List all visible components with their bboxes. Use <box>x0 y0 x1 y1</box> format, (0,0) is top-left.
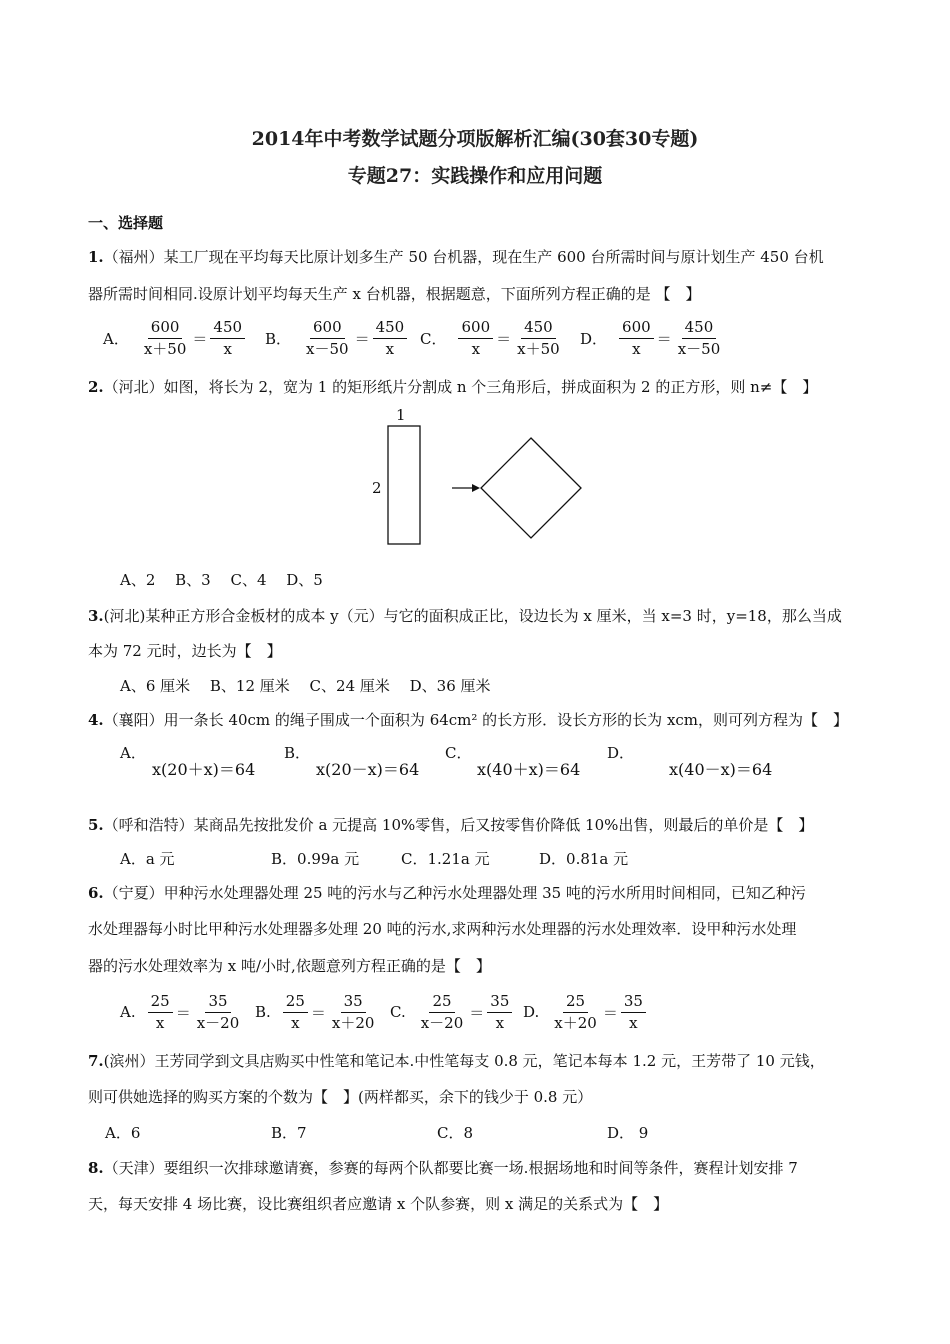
question-6-line-1: 6.（宁夏）甲种污水处理器处理 25 吨的污水与乙种污水处理器处理 35 吨的污水所用时间相同，已知乙种污 <box>88 884 806 902</box>
question-6-line-2: 水处理器每小时比甲种污水处理器多处理 20 吨的污水,求两种污水处理器的污水处理效率．设甲种污水处理 <box>88 920 797 938</box>
fig-width-label: 1 <box>396 406 406 424</box>
question-8-line-2: 天，每天安排 4 场比赛，设比赛组织者应邀请 x 个队参赛，则 x 满足的关系式为【 】 <box>88 1195 669 1213</box>
q4-option-c-expr: x(40＋x)＝64 <box>477 760 581 779</box>
q1-option-b: B． $\frac{600}{x-50}$ ＝ $\frac{450}{x}$ <box>265 318 409 358</box>
question-2-line-1: 2.（河北）如图，将长为 2，宽为 1 的矩形纸片分割成 n 个三角形后，拼成面积为 2 的正方形，则 n≠【 】 <box>88 378 818 396</box>
rectangle-shape <box>388 426 420 544</box>
question-number: 5. <box>88 816 104 834</box>
q6-option-c: C. $\frac{25}{x-20}$ ＝ $\frac{35}{x}$ <box>390 992 514 1032</box>
q5-option-b: B．0.99a 元 <box>271 850 360 868</box>
q4-option-d-label: D． <box>607 744 635 762</box>
question-5-line-1: 5.（呼和浩特）某商品先按批发价 a 元提高 10%零售，后又按零售价降低 10%出售，则最后的单价是【 】 <box>88 816 814 834</box>
question-number: 8. <box>88 1159 104 1177</box>
question-8-line-1: 8.（天津）要组织一次排球邀请赛，参赛的每两个队都要比赛一场.根据场地和时间等条件，赛程计划安排 7 <box>88 1159 798 1177</box>
question-number: 1. <box>88 248 104 266</box>
q2-options: A、2 B、3 C、4 D、5 <box>120 571 323 589</box>
question-7-line-1: 7.(滨州）王芳同学到文具店购买中性笔和笔记本.中性笔每支 0.8 元，笔记本每本 1.2 元，王芳带了 10 元钱， <box>88 1052 825 1070</box>
q3-options: A、6 厘米 B、12 厘米 C、24 厘米 D、36 厘米 <box>120 677 491 695</box>
question-number: 6. <box>88 884 104 902</box>
q1-option-d: D． $\frac{600}{x}$ ＝ $\frac{450}{x-50}$ <box>580 317 721 358</box>
fig-height-label: 2 <box>372 479 382 497</box>
q1-option-c: C． $\frac{600}{x}$ ＝ $\frac{450}{x+50}$ <box>420 317 560 358</box>
question-3-line-2: 本为 72 元时，边长为【 】 <box>88 642 282 660</box>
q6-option-d: D. $\frac{25}{x+20}$ ＝ $\frac{35}{x}$ <box>523 992 648 1032</box>
question-1-line-2: 器所需时间相同.设原计划平均每天生产 x 台机器，根据题意，下面所列方程正确的是 【 】 <box>88 285 701 303</box>
q5-option-a: A．a 元 <box>120 850 175 868</box>
q5-option-c: C．1.21a 元 <box>401 850 490 868</box>
question-4-line-1: 4.（襄阳）用一条长 40cm 的绳子围成一个面积为 64cm² 的长方形．设长方形的长为 xcm，则可列方程为【 】 <box>88 711 849 729</box>
q4-option-a-label: A． <box>120 744 146 762</box>
question-number: 2. <box>88 378 104 396</box>
q6-option-b: B. $\frac{25}{x}$ ＝ $\frac{35}{x+20}$ <box>255 991 375 1032</box>
q4-option-b-expr: x(20－x)＝64 <box>316 760 420 779</box>
question-1-line-1: 1.（福州）某工厂现在平均每天比原计划多生产 50 台机器，现在生产 600 台所需时间与原计划生产 450 台机 <box>88 248 824 266</box>
q1-option-a: A． $\frac{600}{x+50}$ ＝ $\frac{450}{x}$ <box>103 318 247 358</box>
document-title: 2014年中考数学试题分项版解析汇编(30套30专题) <box>251 128 699 150</box>
q5-option-d: D．0.81a 元 <box>539 850 629 868</box>
question-6-line-3: 器的污水处理效率为 x 吨/小时,依题意列方程正确的是【 】 <box>88 957 491 975</box>
question-number: 4. <box>88 711 104 729</box>
square-shape <box>481 438 581 538</box>
q7-option-d: D． 9 <box>607 1124 649 1142</box>
arrow-head <box>472 484 480 492</box>
q4-option-d-expr: x(40－x)＝64 <box>669 760 773 779</box>
document-subtitle: 专题27：实践操作和应用问题 <box>347 165 603 187</box>
section-heading: 一、选择题 <box>88 214 164 232</box>
q4-option-b-label: B． <box>284 744 311 762</box>
q4-option-a-expr: x(20＋x)＝64 <box>152 760 256 779</box>
question-number: 3. <box>88 607 104 625</box>
q7-option-c: C．8 <box>437 1124 474 1142</box>
q7-option-b: B．7 <box>271 1124 307 1142</box>
question-7-line-2: 则可供她选择的购买方案的个数为【 】(两样都买，余下的钱少于 0.8 元） <box>88 1088 593 1106</box>
question-3-line-1: 3.(河北)某种正方形合金板材的成本 y（元）与它的面积成正比，设边长为 x 厘米，当 x=3 时，y=18，那么当成 <box>88 607 842 625</box>
question-number: 7. <box>88 1052 104 1070</box>
rectangle-to-square-figure <box>360 404 600 554</box>
q6-option-a: A. $\frac{25}{x}$ ＝ $\frac{35}{x-20}$ <box>120 991 240 1032</box>
q7-option-a: A．6 <box>105 1124 141 1142</box>
q4-option-c-label: C． <box>445 744 472 762</box>
